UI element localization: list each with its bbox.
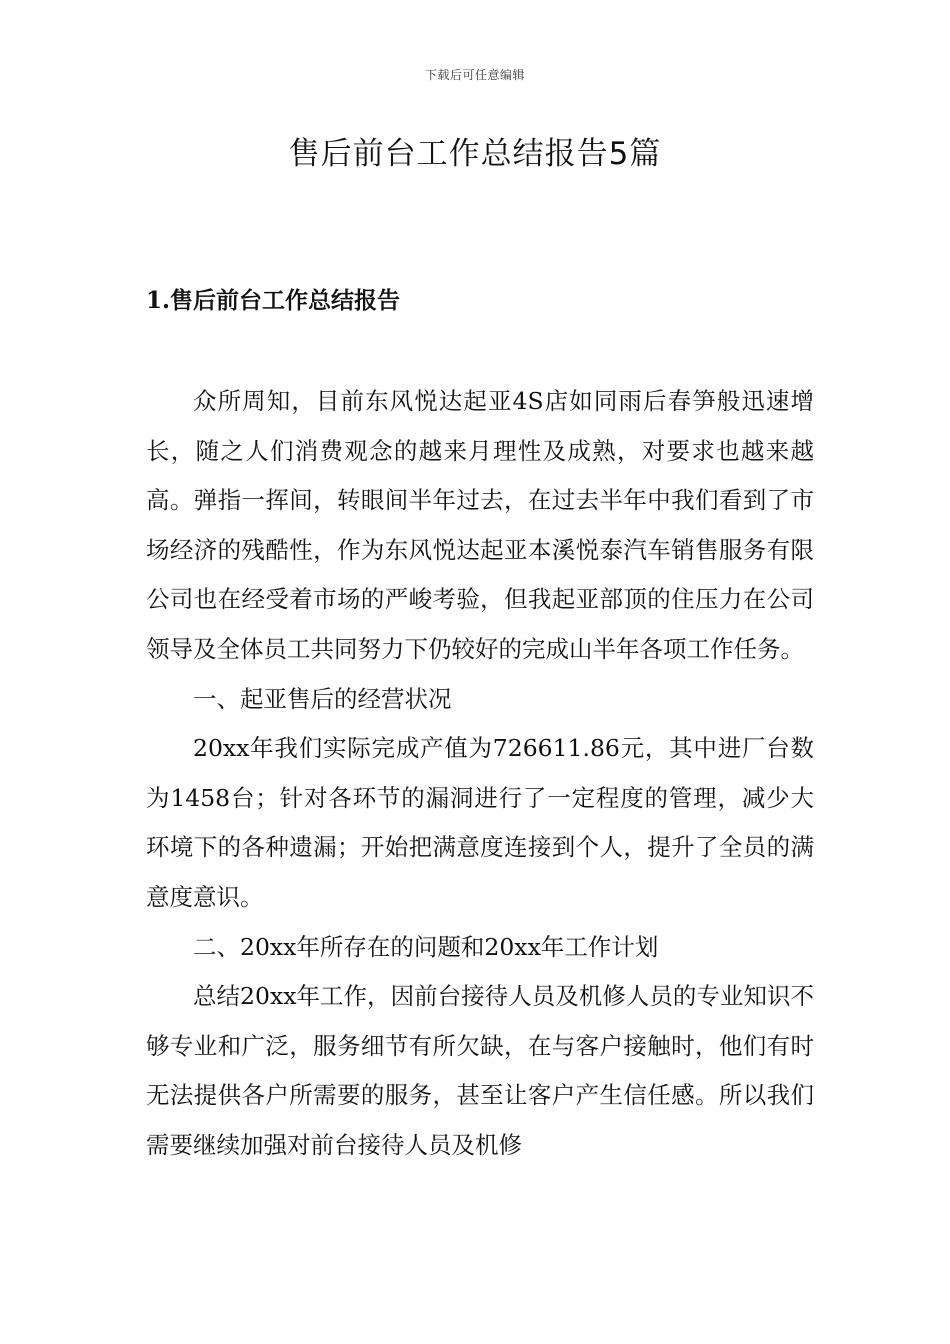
paragraph-operations: 20xx年我们实际完成产值为726611.86元，其中进厂台数为1458台；针对各环节的漏洞进行了一定程度的管理，减少大环境下的各种遗漏；开始把满意度连接到个人，提升了全员的满意度意识。 — [146, 734, 814, 911]
document-body — [146, 377, 814, 1171]
document-title: 售后前台工作总结报告5篇 — [288, 136, 662, 172]
paragraph-problems: 总结20xx年工作，因前台接待人员及机修人员的专业知识不够专业和广泛，服务细节有所欠缺，在与客户接触时，他们有时无法提供各户所需要的服务，甚至让客户产生信任感。所以我们需要继续加强对前台接待人员及机修 — [146, 982, 814, 1159]
section-heading: 1.售后前台工作总结报告 — [146, 287, 401, 314]
subheading-operations: 一、起亚售后的经营状况 — [193, 684, 452, 713]
header-note: 下载后可任意编辑 — [424, 68, 525, 82]
subheading-problems-plan: 二、20xx年所存在的问题和20xx年工作计划 — [193, 932, 659, 961]
paragraph-intro: 众所周知，目前东风悦达起亚4S店如同雨后春笋般迅速增长，随之人们消费观念的越来月理性及成熟，对要求也越来越高。弹指一挥间，转眼间半年过去，在过去半年中我们看到了市场经济的残酷性，作为东风悦达起亚本溪悦泰汽车销售服务有限公司也在经受着市场的严峻考验，但我起亚部顶的住压力在公司领导及全体员工共同努力下仍较好的完成山半年各项工作任务。 — [146, 387, 814, 663]
